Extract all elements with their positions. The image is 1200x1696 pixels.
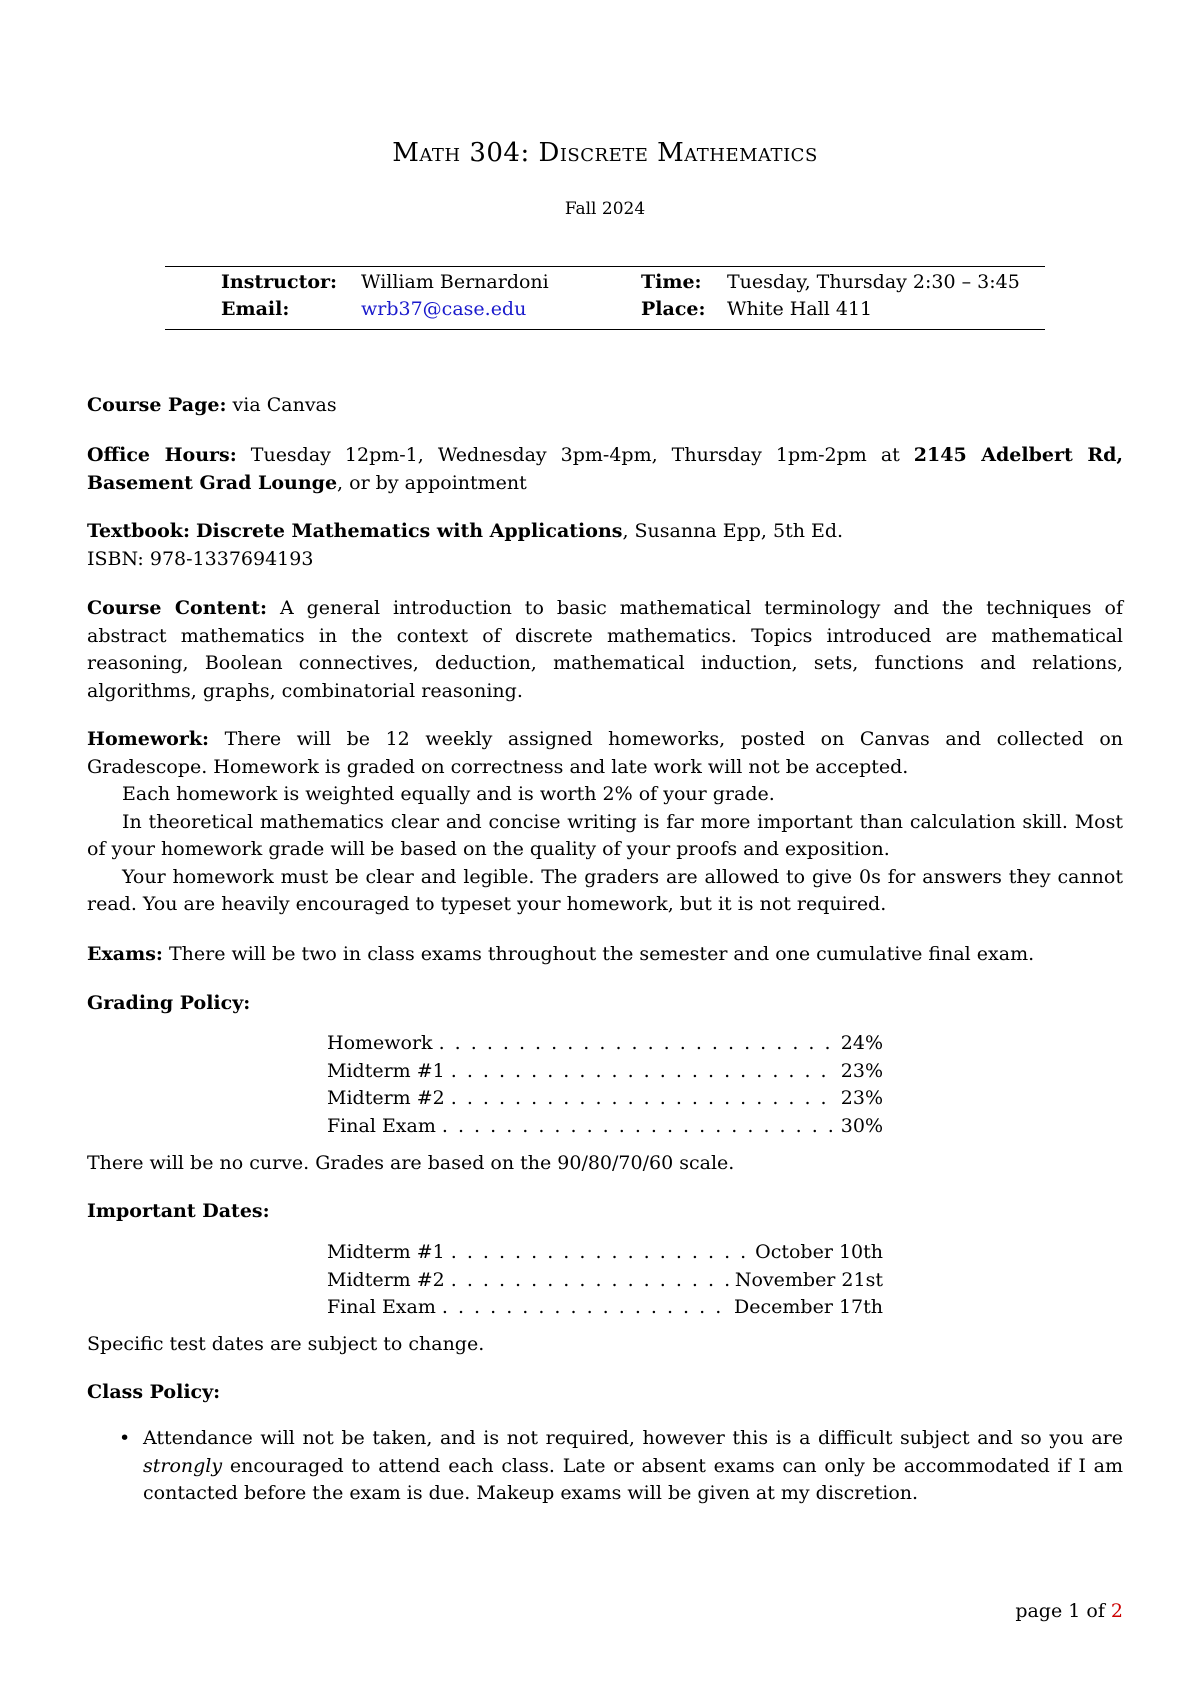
dates-heading [87, 1198, 1123, 1226]
grading-row: Midterm #1 . . . 23% [327, 1060, 883, 1088]
course-content-label: Course Content: [87, 597, 268, 619]
office-hours-section [87, 442, 1123, 497]
exams-text: There will be two in class exams throughout the semester and one cumulative final exam. [168, 943, 1035, 965]
textbook-author: , Susanna Epp, 5th Ed. [622, 520, 844, 542]
page-total-link[interactable]: 2 [1110, 1600, 1123, 1622]
office-hours-suffix: , or by appointment [337, 471, 527, 494]
course-content-text: A general introduction to basic mathematical terminology and the techniques of abstract mathematics in the context of discrete mathematics. Topics introduced are mathematical reasoning, Boolean connectives, deduction, mathematical induction, sets, functions and relations, algorithms, graphs, combinatorial reasoning. [87, 597, 1123, 702]
instructor-label: Instructor: [221, 271, 338, 293]
grading-table [327, 1032, 883, 1142]
grading-note: There will be no curve. Grades are based on the 90/80/70/60 scale. [87, 1152, 735, 1174]
exams-label: Exams: [87, 943, 163, 965]
place-label: Place: [641, 298, 706, 320]
course-title: Math 304: Discrete Mathematics [392, 138, 818, 168]
email-label: Email: [221, 298, 290, 320]
homework-label: Homework: [87, 728, 210, 750]
time-label: Time: [641, 271, 702, 293]
dates-label: Important Dates: [87, 1200, 270, 1222]
homework-paragraph-4: Your homework must be clear and legible. The graders are allowed to give 0s for answers they cannot read. You are heavily encouraged to typeset your homework, but it is not required. [87, 865, 1123, 915]
class-place: White Hall 411 [727, 298, 873, 320]
email-link[interactable]: wrb37@case.edu [361, 298, 527, 320]
course-content-section [87, 595, 1123, 705]
page-number [1015, 1600, 1123, 1622]
homework-section [87, 726, 1123, 919]
page-number-prefix: page 1 of [1015, 1600, 1105, 1622]
grading-row: Homework . . . 24% [327, 1032, 883, 1060]
course-page-text: via Canvas [232, 394, 337, 416]
office-hours-label: Office Hours: [87, 444, 237, 466]
bullet-icon: • [119, 1427, 131, 1449]
textbook-section [87, 518, 1123, 573]
grading-label: Grading Policy: [87, 992, 251, 1014]
class-policy-label: Class Policy: [87, 1381, 221, 1403]
class-policy-text: Attendance will not be taken, and is not required, however this is a difficult subject and so you are strongly encouraged to attend each class. Late or absent exams can only be accommodated if I am contacted before the exam is due. Makeup exams will be given at my discretion. [143, 1427, 1123, 1504]
dates-table [327, 1241, 883, 1324]
grading-row: Midterm #2 . . . 23% [327, 1087, 883, 1115]
class-policy-bullet [119, 1425, 1123, 1508]
dates-row: Midterm #1 . . . October 10th [327, 1241, 883, 1269]
textbook-label: Textbook: [87, 520, 190, 542]
textbook-title: Discrete Mathematics with Applications [196, 520, 623, 542]
homework-paragraph-3: In theoretical mathematics clear and concise writing is far more important than calculation skill. Most of your homework grade will be based on the quality of your proofs and exposition. [87, 810, 1123, 860]
course-page-section [87, 392, 1123, 420]
textbook-isbn: ISBN: 978-1337694193 [87, 547, 314, 570]
office-hours-text: Tuesday 12pm-1, Wednesday 3pm-4pm, Thursday 1pm-2pm at [250, 444, 900, 466]
instructor-name: William Bernardoni [361, 271, 549, 293]
class-time: Tuesday, Thursday 2:30 – 3:45 [727, 271, 1020, 293]
class-policy-heading [87, 1379, 1123, 1407]
homework-paragraph-2: Each homework is weighted equally and is worth 2% of your grade. [122, 783, 775, 805]
exams-section [87, 941, 1123, 969]
dates-row: Midterm #2 . . . November 21st [327, 1269, 883, 1297]
grading-row: Final Exam . . . 30% [327, 1115, 883, 1143]
course-page-label: Course Page: [87, 394, 227, 416]
dates-row: Final Exam . . . December 17th [327, 1296, 883, 1324]
dates-note: Specific test dates are subject to change. [87, 1333, 485, 1355]
homework-paragraph-1: There will be 12 weekly assigned homeworks, posted on Canvas and collected on Gradescope. Homework is graded on correctness and late work will not be accepted. [87, 728, 1123, 778]
emphasis: strongly [143, 1454, 223, 1477]
course-term: Fall 2024 [564, 199, 646, 219]
office-hours-location: 2145 Adelbert Rd, Basement Grad Lounge [87, 444, 1124, 494]
grading-heading [87, 990, 1123, 1018]
course-info-table [165, 266, 1045, 330]
